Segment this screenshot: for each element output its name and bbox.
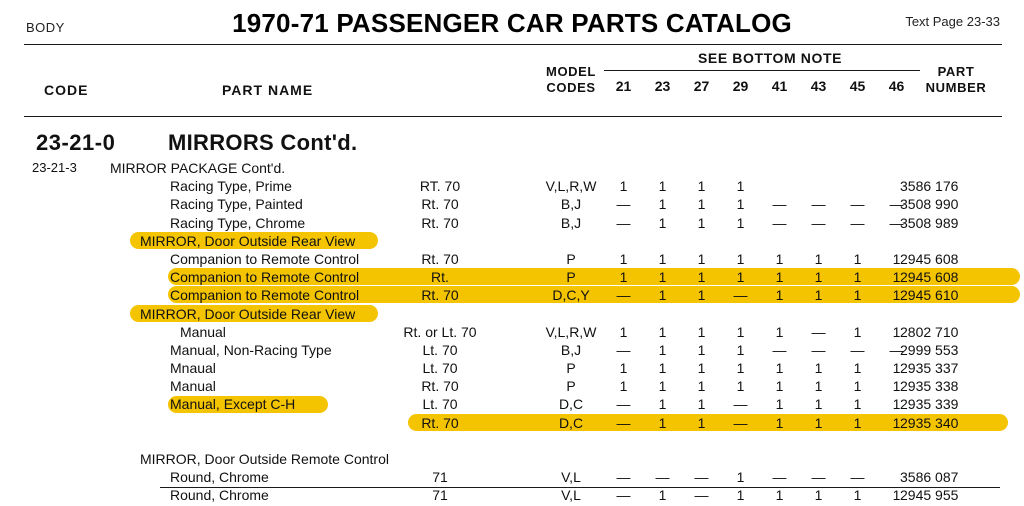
table-row[interactable]: [0, 342, 1024, 360]
table-row[interactable]: [0, 160, 1024, 178]
note-flag: 1: [775, 396, 784, 413]
note-number: 46: [888, 78, 905, 94]
row-note-flags: [604, 269, 916, 285]
table-row[interactable]: [0, 451, 1024, 469]
column-header-part-name: PART NAME: [222, 82, 314, 98]
note-flag: 1: [853, 287, 862, 304]
note-flag: 1: [736, 469, 745, 486]
note-flag: 1: [814, 287, 823, 304]
section-code: 23-21-0: [36, 130, 116, 155]
note-number: 45: [849, 78, 866, 94]
note-divider: [604, 70, 920, 71]
note-flag: 1: [853, 414, 862, 431]
row-model-codes: B,J: [560, 341, 582, 358]
note-flag: 1: [658, 378, 667, 395]
note-flag: 1: [892, 250, 901, 267]
table-row[interactable]: [0, 287, 1024, 305]
note-flag: [760, 178, 799, 194]
note-number: 27: [693, 78, 710, 94]
note-flag: —: [811, 323, 826, 340]
note-flag: 1: [619, 250, 628, 267]
table-row[interactable]: [0, 415, 1024, 433]
row-model-codes: V,L: [561, 469, 581, 486]
table-row[interactable]: [0, 215, 1024, 233]
table-row[interactable]: [0, 233, 1024, 251]
row-application: Rt. 70: [421, 250, 459, 267]
page-header: [0, 0, 1024, 44]
row-application: Rt. 70: [421, 214, 459, 231]
note-flag: 1: [697, 178, 706, 195]
row-model-codes: V,L,R,W: [545, 323, 597, 340]
note-flag: 1: [853, 378, 862, 395]
page-title: 1970-71 PASSENGER CAR PARTS CATALOG: [232, 8, 792, 38]
table-row[interactable]: [0, 251, 1024, 269]
table-row[interactable]: [0, 306, 1024, 324]
row-code: 23-21-3: [32, 160, 77, 175]
row-note-flags: [604, 487, 916, 503]
note-flag: 1: [619, 378, 628, 395]
row-part-number: 2802 710: [900, 323, 959, 340]
row-part-number: 2935 339: [900, 396, 959, 413]
note-flag: 1: [658, 178, 667, 195]
note-flag: 1: [697, 287, 706, 304]
row-part-name: Manual, Except C-H: [170, 396, 296, 413]
note-number-row: [604, 78, 916, 94]
note-flag: —: [616, 396, 631, 413]
note-flag: 1: [658, 287, 667, 304]
row-part-number: 2945 955: [900, 487, 959, 504]
note-flag: 1: [697, 378, 706, 395]
note-flag: 1: [853, 323, 862, 340]
row-part-name: Round, Chrome: [170, 487, 269, 504]
note-flag: [799, 178, 838, 194]
row-part-number: 2945 608: [900, 269, 959, 286]
row-part-name: MIRROR, Door Outside Remote Control: [140, 451, 389, 467]
row-part-name: MIRROR PACKAGE Cont'd.: [110, 160, 286, 176]
row-application: Rt. 70: [421, 378, 459, 395]
note-flag: —: [733, 396, 748, 413]
note-flag: 1: [658, 414, 667, 431]
row-part-number: 2935 338: [900, 378, 959, 395]
row-note-flags: [604, 342, 916, 358]
row-note-flags: [604, 396, 916, 412]
note-flag: —: [811, 469, 826, 486]
row-part-name: Racing Type, Chrome: [170, 214, 306, 231]
note-flag: 1: [697, 269, 706, 286]
note-flag: 1: [775, 269, 784, 286]
note-flag: 1: [697, 250, 706, 267]
note-flag: 1: [775, 414, 784, 431]
note-flag: 1: [736, 250, 745, 267]
note-flag: —: [850, 341, 865, 358]
table-row[interactable]: [0, 487, 1024, 505]
note-flag: 1: [736, 196, 745, 213]
row-application: RT. 70: [419, 178, 461, 195]
note-flag: —: [850, 214, 865, 231]
row-part-name: Mnaual: [170, 360, 216, 377]
row-part-name: Round, Chrome: [170, 469, 269, 486]
body-section-tag: BODY: [26, 20, 65, 35]
note-flag: 1: [697, 323, 706, 340]
note-flag: 1: [697, 196, 706, 213]
row-part-name: Manual: [170, 378, 216, 395]
table-row[interactable]: [0, 396, 1024, 414]
row-application: Lt. 70: [422, 360, 458, 377]
note-flag: 1: [775, 360, 784, 377]
row-model-codes: D,C: [558, 396, 584, 413]
note-flag: —: [733, 414, 748, 431]
note-flag: 1: [736, 341, 745, 358]
note-flag: 1: [658, 250, 667, 267]
note-flag: 1: [697, 414, 706, 431]
note-flag: 1: [853, 250, 862, 267]
row-model-codes: D,C,Y: [552, 287, 590, 304]
note-flag: 1: [658, 360, 667, 377]
note-flag: —: [616, 487, 631, 504]
note-flag: —: [889, 196, 904, 213]
note-flag: —: [655, 469, 670, 486]
row-part-number: 3586 087: [900, 469, 959, 486]
note-flag: 1: [658, 323, 667, 340]
note-flag: 1: [892, 360, 901, 377]
note-number: 29: [732, 78, 749, 94]
row-part-name: Companion to Remote Control: [170, 287, 360, 304]
row-part-number: 3508 989: [900, 214, 959, 231]
row-application: Lt. 70: [422, 396, 458, 413]
note-flag: 1: [736, 269, 745, 286]
model-codes-line2: CODES: [546, 80, 596, 95]
row-note-flags: [604, 196, 916, 212]
note-flag: 1: [775, 250, 784, 267]
note-flag: 1: [892, 396, 901, 413]
part-number-line2: NUMBER: [925, 80, 987, 95]
row-application: Rt. 70: [421, 196, 459, 213]
note-flag: —: [616, 414, 631, 431]
note-flag: 1: [892, 323, 901, 340]
note-flag: 1: [619, 360, 628, 377]
column-header-see-bottom-note: SEE BOTTOM NOTE: [697, 50, 843, 66]
note-flag: 1: [814, 378, 823, 395]
text-page-reference: Text Page 23-33: [905, 14, 1000, 29]
column-header-divider: [24, 116, 1002, 117]
note-flag: —: [772, 214, 787, 231]
row-application: Rt.: [431, 269, 449, 286]
note-number: 41: [771, 78, 788, 94]
column-header-code: CODE: [44, 82, 89, 98]
table-row[interactable]: [0, 360, 1024, 378]
row-part-name: Manual, Non-Racing Type: [170, 341, 332, 358]
note-flag: 1: [736, 360, 745, 377]
note-flag: —: [811, 196, 826, 213]
note-flag: —: [889, 214, 904, 231]
table-row[interactable]: [0, 178, 1024, 196]
row-model-codes: P: [566, 269, 576, 286]
note-flag: 1: [658, 196, 667, 213]
note-flag: —: [811, 214, 826, 231]
row-note-flags: [604, 251, 916, 267]
note-flag: 1: [736, 214, 745, 231]
note-flag: —: [850, 196, 865, 213]
row-model-codes: V,L: [561, 487, 581, 504]
note-flag: 1: [736, 378, 745, 395]
note-flag: 1: [736, 323, 745, 340]
note-flag: —: [772, 469, 787, 486]
note-flag: 1: [853, 360, 862, 377]
note-flag: 1: [853, 396, 862, 413]
note-flag: 1: [814, 250, 823, 267]
parts-table: [0, 160, 1024, 506]
note-flag: 1: [814, 414, 823, 431]
row-part-number: 2935 340: [900, 414, 959, 431]
row-part-number: 2945 608: [900, 250, 959, 267]
row-part-number: 2999 553: [900, 341, 959, 358]
note-flag: 1: [658, 487, 667, 504]
note-flag: 1: [697, 396, 706, 413]
row-part-number: 3586 176: [900, 178, 959, 195]
note-flag: 1: [775, 287, 784, 304]
note-flag: —: [694, 487, 709, 504]
model-codes-line1: MODEL: [546, 64, 596, 79]
note-flag: 1: [736, 487, 745, 504]
note-flag: 1: [814, 269, 823, 286]
row-note-flags: [604, 469, 916, 485]
note-flag: 1: [892, 378, 901, 395]
row-model-codes: B,J: [560, 196, 582, 213]
row-model-codes: P: [566, 360, 576, 377]
note-number: 21: [615, 78, 632, 94]
row-note-flags: [604, 360, 916, 376]
note-flag: —: [772, 196, 787, 213]
note-flag: 1: [814, 360, 823, 377]
note-flag: 1: [892, 414, 901, 431]
section-heading: [0, 126, 1024, 160]
note-flag: —: [733, 287, 748, 304]
row-part-name: MIRROR, Door Outside Rear View: [140, 305, 356, 322]
note-flag: —: [616, 214, 631, 231]
note-flag: 1: [814, 487, 823, 504]
note-flag: —: [616, 469, 631, 486]
row-part-name: Manual: [180, 323, 226, 340]
row-part-name: Racing Type, Painted: [170, 196, 303, 213]
row-note-flags: [604, 324, 916, 340]
row-note-flags: [604, 215, 916, 231]
column-header-block: [0, 46, 1024, 114]
row-note-flags: [604, 178, 916, 194]
note-flag: 1: [775, 378, 784, 395]
note-flag: 1: [658, 341, 667, 358]
part-number-line1: PART: [937, 64, 975, 79]
note-flag: 1: [697, 214, 706, 231]
row-application: 71: [432, 469, 448, 486]
section-name: MIRRORS Cont'd.: [168, 130, 358, 155]
row-model-codes: B,J: [560, 214, 582, 231]
row-note-flags: [604, 378, 916, 394]
note-flag: —: [694, 469, 709, 486]
row-note-flags: [604, 287, 916, 303]
row-application: Rt. or Lt. 70: [403, 323, 477, 340]
row-model-codes: P: [566, 250, 576, 267]
table-row[interactable]: [0, 469, 1024, 487]
row-part-name: Companion to Remote Control: [170, 269, 360, 286]
note-number: 23: [654, 78, 671, 94]
note-flag: —: [889, 341, 904, 358]
row-part-name: Racing Type, Prime: [170, 178, 292, 195]
note-flag: 1: [658, 214, 667, 231]
note-flag: 1: [619, 269, 628, 286]
note-flag: 1: [775, 487, 784, 504]
note-flag: —: [616, 196, 631, 213]
note-flag: —: [772, 341, 787, 358]
row-part-name: MIRROR, Door Outside Rear View: [140, 232, 356, 249]
note-flag: 1: [892, 487, 901, 504]
note-flag: 1: [892, 269, 901, 286]
note-flag: —: [850, 469, 865, 486]
note-flag: 1: [619, 323, 628, 340]
table-row[interactable]: [0, 324, 1024, 342]
header-divider: [24, 44, 1002, 45]
note-flag: —: [616, 341, 631, 358]
column-header-part-number: [906, 64, 1006, 96]
table-row[interactable]: [0, 196, 1024, 214]
note-flag: 1: [658, 269, 667, 286]
row-application: Rt. 70: [421, 414, 459, 431]
row-part-number: 2935 337: [900, 360, 959, 377]
note-flag: 1: [658, 396, 667, 413]
row-part-number: 3508 990: [900, 196, 959, 213]
note-flag: 1: [892, 287, 901, 304]
row-model-codes: V,L,R,W: [545, 178, 597, 195]
table-row[interactable]: [0, 433, 1024, 451]
note-flag: 1: [814, 396, 823, 413]
column-header-model-codes: [528, 64, 614, 96]
row-application: Rt. 70: [421, 287, 459, 304]
note-flag: —: [616, 287, 631, 304]
row-part-name: Companion to Remote Control: [170, 250, 360, 267]
note-flag: 1: [775, 323, 784, 340]
note-flag: —: [811, 341, 826, 358]
table-row[interactable]: [0, 378, 1024, 396]
row-application: Lt. 70: [422, 341, 458, 358]
note-flag: 1: [736, 178, 745, 195]
row-note-flags: [604, 415, 916, 431]
note-number: 43: [810, 78, 827, 94]
row-model-codes: D,C: [558, 414, 584, 431]
row-part-number: 2945 610: [900, 287, 959, 304]
row-application: 71: [432, 487, 448, 504]
note-flag: 1: [697, 360, 706, 377]
note-flag: 1: [853, 487, 862, 504]
note-flag: 1: [697, 341, 706, 358]
table-row[interactable]: [0, 269, 1024, 287]
note-flag: [838, 178, 877, 194]
note-flag: 1: [619, 178, 628, 195]
note-flag: 1: [853, 269, 862, 286]
row-model-codes: P: [566, 378, 576, 395]
